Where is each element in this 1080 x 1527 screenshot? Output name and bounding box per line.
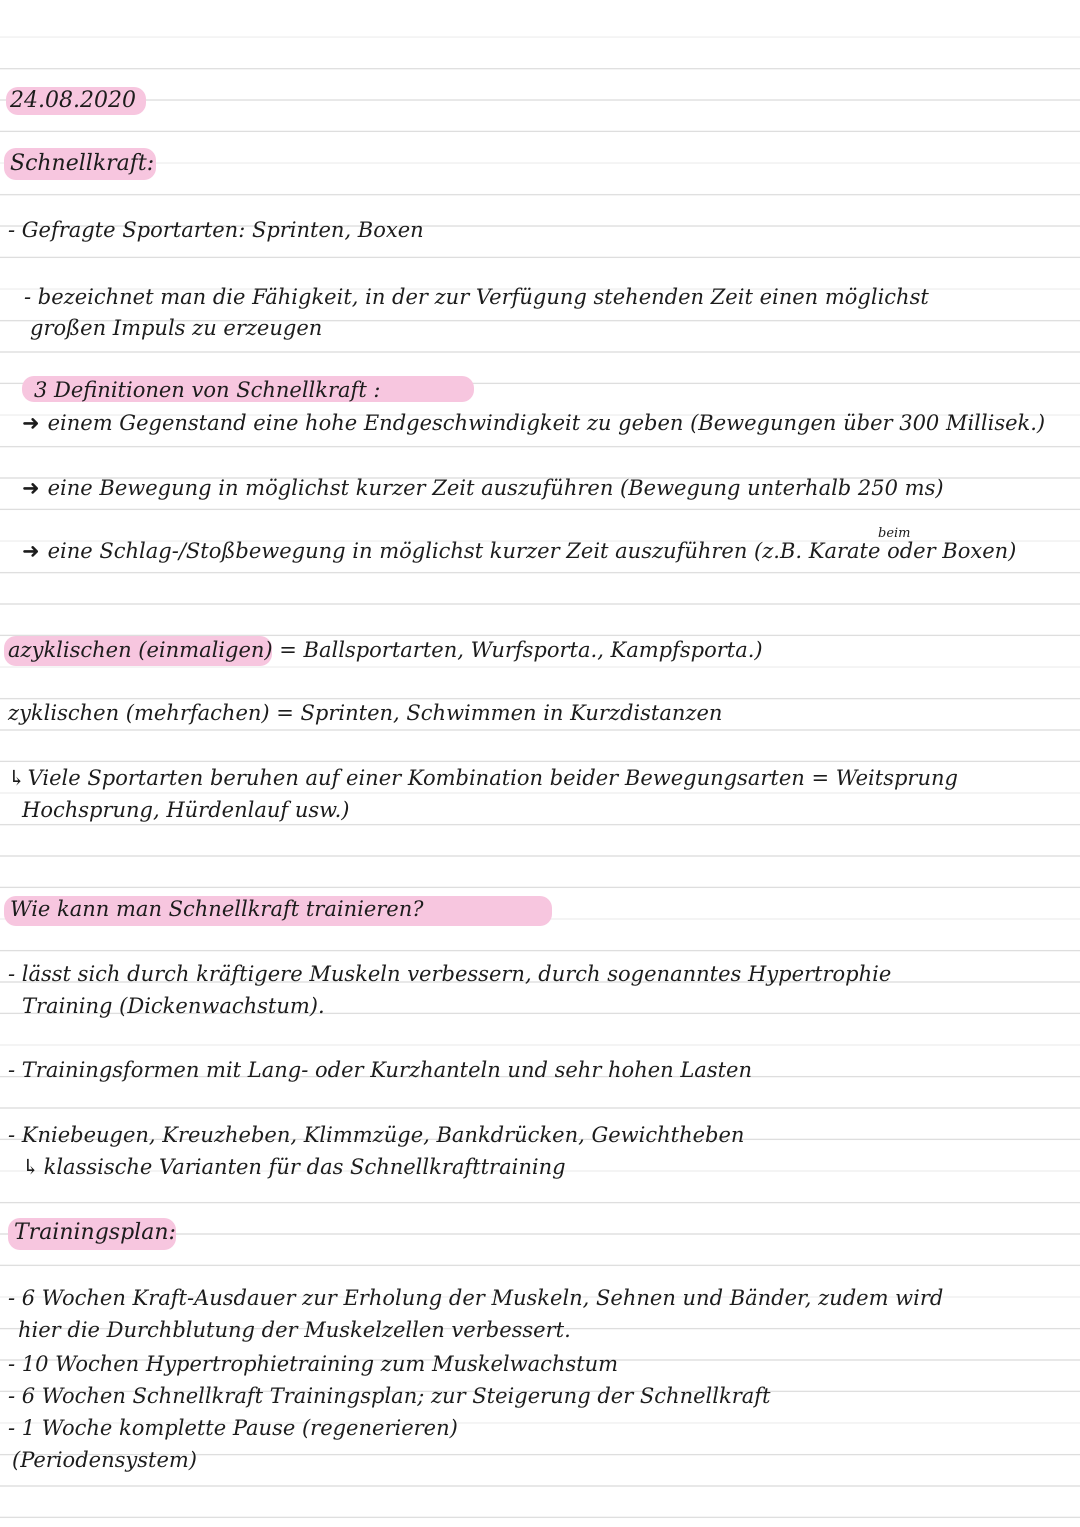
definition-item-3	[22, 541, 1016, 562]
arrow-right-icon: ➜	[22, 539, 40, 563]
combination-line-1-text: Viele Sportarten beruhen auf einer Kombination beider Bewegungsarten = Weitsprung	[27, 766, 958, 790]
sports-line: - Gefragte Sportarten: Sprinten, Boxen	[8, 218, 424, 242]
training-forms-line: - Trainingsformen mit Lang- oder Kurzhanteln und sehr hohen Lasten	[8, 1058, 752, 1082]
arrow-right-icon: ➜	[22, 411, 40, 435]
plan-item-3: - 6 Wochen Schnellkraft Trainingsplan; zur Steigerung der Schnellkraft	[8, 1384, 771, 1408]
definition-line-2: großen Impuls zu erzeugen	[30, 316, 323, 340]
plan-item-5: (Periodensystem)	[12, 1448, 197, 1472]
corner-arrow-icon: ↳	[22, 1155, 40, 1179]
azyklisch-line: azyklischen (einmaligen) = Ballsportarten, Wurfsporta., Kampfsporta.)	[8, 638, 763, 662]
exercises-line: - Kniebeugen, Kreuzheben, Klimmzüge, Bankdrücken, Gewichtheben	[8, 1123, 745, 1147]
plan-item-1: - 6 Wochen Kraft-Ausdauer zur Erholung der Muskeln, Sehnen und Bänder, zudem wird	[8, 1286, 944, 1310]
plan-heading: Trainingsplan:	[14, 1220, 176, 1245]
definition-line-1: - bezeichnet man die Fähigkeit, in der zur Verfügung stehenden Zeit einen möglichst	[24, 285, 929, 309]
definition-item-3-text: eine Schlag-/Stoßbewegung in möglichst kurzer Zeit auszuführen (z.B. Karate oder Boxen)	[47, 539, 1017, 563]
plan-item-4: - 1 Woche komplette Pause (regenerieren)	[8, 1416, 458, 1440]
definition-item-2-text: eine Bewegung in möglichst kurzer Zeit auszuführen (Bewegung unterhalb 250 ms)	[47, 476, 944, 500]
plan-item-2: - 10 Wochen Hypertrophietraining zum Muskelwachstum	[8, 1352, 619, 1376]
plan-item-1-cont: hier die Durchblutung der Muskelzellen verbessert.	[18, 1318, 571, 1342]
definitions-subheading: 3 Definitionen von Schnellkraft :	[34, 378, 381, 402]
training-line-1: - lässt sich durch kräftigere Muskeln verbessern, durch sogenanntes Hypertrophie	[8, 962, 892, 986]
training-line-2: Training (Dickenwachstum).	[22, 994, 325, 1018]
page-title: Schnellkraft:	[10, 151, 155, 176]
date: 24.08.2020	[10, 88, 136, 113]
definition-item-1-text: einem Gegenstand eine hohe Endgeschwindigkeit zu geben (Bewegungen über 300 Millisek.)	[47, 411, 1046, 435]
corner-arrow-icon: ↳	[8, 766, 26, 790]
exercises-note-text: klassische Varianten für das Schnellkrafttraining	[43, 1155, 566, 1179]
definition-item-2	[22, 478, 944, 499]
zyklisch-line: zyklischen (mehrfachen) = Sprinten, Schwimmen in Kurzdistanzen	[8, 701, 723, 725]
exercises-note	[22, 1157, 566, 1178]
combination-line-1	[8, 768, 958, 789]
arrow-right-icon: ➜	[22, 476, 40, 500]
question-heading: Wie kann man Schnellkraft trainieren?	[10, 897, 424, 921]
definition-item-1	[22, 413, 1045, 434]
combination-line-2: Hochsprung, Hürdenlauf usw.)	[22, 798, 350, 822]
annotation-beim: beim	[878, 526, 911, 541]
